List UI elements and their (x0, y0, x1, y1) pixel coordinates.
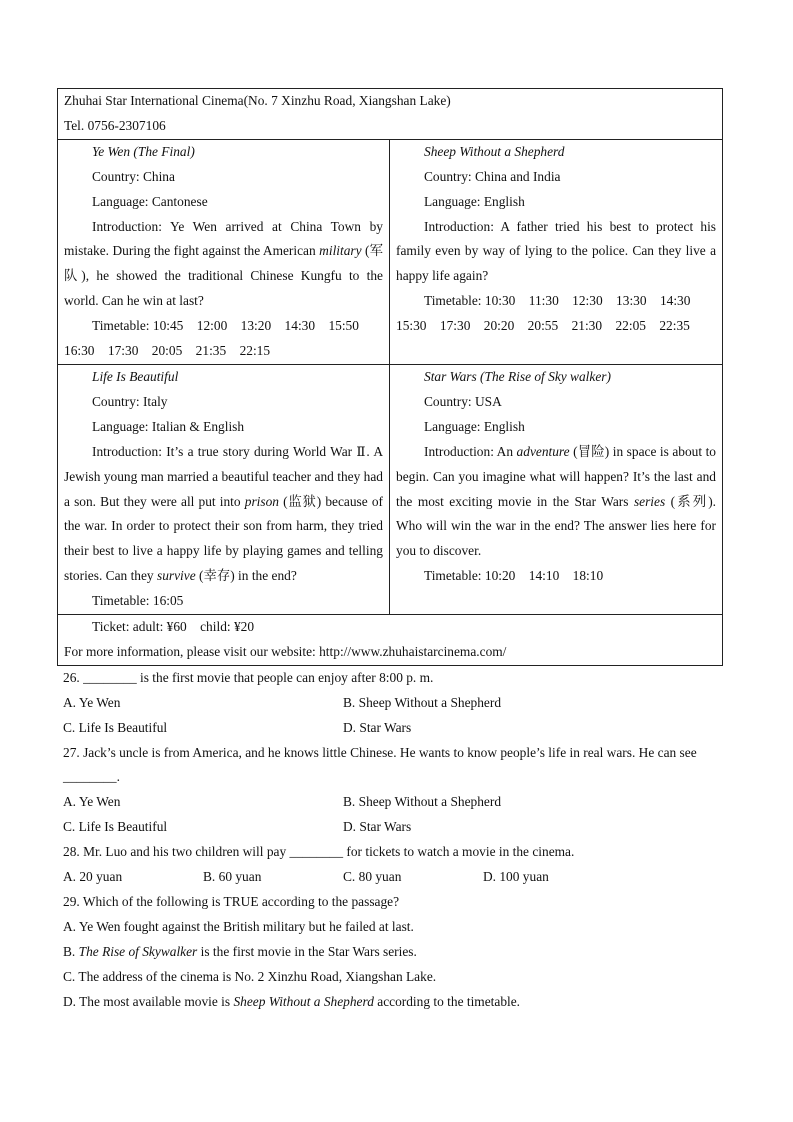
option-c[interactable]: C. The address of the cinema is No. 2 Xinzhu Road, Xiangshan Lake. (63, 968, 437, 984)
option-d[interactable]: D. Star Wars (343, 719, 412, 735)
movie-timetable-cont: 16:30 17:30 20:05 21:35 22:15 (64, 343, 271, 359)
option-a[interactable]: A. Ye Wen (63, 694, 121, 710)
option-b[interactable]: B. 60 yuan (203, 869, 262, 885)
option-c[interactable]: C. Life Is Beautiful (63, 819, 168, 835)
question-27-stem-cont: ________. (63, 769, 120, 785)
movie-title: Star Wars (The Rise of Sky walker) (424, 368, 611, 384)
option-b[interactable] (63, 940, 733, 965)
cinema-footer-cell (58, 615, 723, 666)
option-text: according to the timetable. (373, 993, 521, 1009)
option-d[interactable] (63, 990, 733, 1015)
intro-text: Introduction: An (424, 443, 517, 459)
movie-language: Language: English (424, 193, 525, 209)
intro-italic-word: adventure (516, 443, 570, 459)
intro-text: (军队), he showed the traditional Chinese Kungfu to the world. Can he win at last? (64, 243, 384, 309)
cinema-footer-row (58, 615, 723, 666)
movie-card-life-is-beautiful (58, 364, 390, 614)
option-d[interactable]: D. 100 yuan (483, 869, 549, 885)
movie-country: Country: USA (424, 393, 502, 409)
movie-timetable: Timetable: 10:45 12:00 13:20 14:30 15:50 (92, 318, 359, 334)
option-b[interactable]: B. Sheep Without a Shepherd (343, 694, 502, 710)
movie-timetable: Timetable: 10:30 11:30 12:30 13:30 14:30 (424, 293, 691, 309)
movie-language: Language: Cantonese (92, 193, 208, 209)
ticket-prices: Ticket: adult: ¥60 child: ¥20 (92, 619, 255, 635)
cinema-header-cell (58, 89, 723, 140)
option-a[interactable]: A. Ye Wen (63, 794, 121, 810)
movie-card-ye-wen (58, 139, 390, 364)
website-info: For more information, please visit our website: http://www.zhuhaistarcinema.com/ (64, 643, 507, 659)
question-27-options-2 (63, 815, 733, 840)
option-text: B. (63, 943, 79, 959)
intro-text: (系列). Who will win the war in the end? The answer lies here for you to discover. (396, 493, 717, 559)
movie-introduction (64, 440, 383, 589)
movie-country: Country: China and India (424, 168, 561, 184)
intro-italic-word: prison (244, 493, 279, 509)
question-27-stem: 27. Jack’s uncle is from America, and he knows little Chinese. He wants to know people’s life in real wars. He can see (63, 744, 697, 760)
page (57, 88, 733, 1015)
movie-introduction: Introduction: A father tried his best to protect his family even by way of lying to the police. Can they live a happy life again? (396, 218, 717, 284)
question-26-options (63, 691, 733, 716)
movie-country: Country: China (92, 168, 175, 184)
option-italic-title: Sheep Without a Shepherd (233, 993, 374, 1009)
movie-timetable: Timetable: 16:05 (92, 593, 184, 609)
movie-card-star-wars (390, 364, 723, 614)
movie-row-1 (58, 139, 723, 364)
question-26-options-2 (63, 716, 733, 741)
option-b[interactable]: B. Sheep Without a Shepherd (343, 794, 502, 810)
intro-text: Introduction: It’s a true story during World War Ⅱ. A Jewish young man married a beautiful teacher and they had a son. But they were all put into (64, 443, 383, 509)
movie-timetable-cont: 15:30 17:30 20:20 20:55 21:30 22:05 22:35 (396, 318, 690, 334)
movie-introduction (64, 215, 383, 315)
cinema-table (57, 88, 723, 666)
intro-italic-word: military (319, 243, 362, 259)
question-28-options (63, 865, 733, 890)
intro-text: (监狱) because of the war. In order to protect their son from harm, they tried their best to live a happy life by playing games and telling stories. Can they (64, 493, 383, 584)
option-italic-title: The Rise of Skywalker (78, 943, 198, 959)
movie-title: Life Is Beautiful (92, 368, 179, 384)
movie-timetable: Timetable: 10:20 14:10 18:10 (424, 568, 604, 584)
movie-title: Sheep Without a Shepherd (424, 143, 565, 159)
cinema-tel: Tel. 0756-2307106 (64, 117, 166, 133)
cinema-name-address: Zhuhai Star International Cinema(No. 7 Xinzhu Road, Xiangshan Lake) (64, 93, 451, 108)
movie-country: Country: Italy (92, 393, 168, 409)
cinema-header-row (58, 89, 723, 140)
question-26-stem: 26. ________ is the first movie that people can enjoy after 8:00 p. m. (63, 669, 434, 685)
movie-row-2 (58, 364, 723, 614)
option-text: is the first movie in the Star Wars series. (197, 943, 417, 959)
movie-introduction (396, 440, 716, 565)
intro-text: (冒险) in space is about to begin. Can you imagine what will happen? It’s the last and the most exciting movie in the Star Wars (396, 443, 717, 509)
option-a[interactable]: A. Ye Wen fought against the British military but he failed at last. (63, 918, 414, 934)
option-c[interactable]: C. 80 yuan (343, 869, 402, 885)
intro-text: Introduction: Ye Wen arrived at China Town by mistake. During the fight against the American (64, 218, 383, 259)
option-d[interactable]: D. Star Wars (343, 819, 412, 835)
questions (57, 666, 733, 1015)
option-text: D. The most available movie is (63, 993, 234, 1009)
question-28-stem: 28. Mr. Luo and his two children will pay ________ for tickets to watch a movie in the cinema. (63, 844, 575, 860)
intro-italic-word: survive (156, 568, 196, 584)
option-c[interactable]: C. Life Is Beautiful (63, 719, 168, 735)
movie-language: Language: English (424, 418, 525, 434)
intro-text: (幸存) in the end? (195, 568, 297, 584)
movie-language: Language: Italian & English (92, 418, 245, 434)
question-27-options (63, 790, 733, 815)
intro-italic-word: series (633, 493, 666, 509)
movie-card-sheep-without-a-shepherd (390, 139, 723, 364)
movie-title: Ye Wen (The Final) (92, 143, 195, 159)
option-a[interactable]: A. 20 yuan (63, 869, 123, 885)
question-29-stem: 29. Which of the following is TRUE according to the passage? (63, 894, 400, 909)
